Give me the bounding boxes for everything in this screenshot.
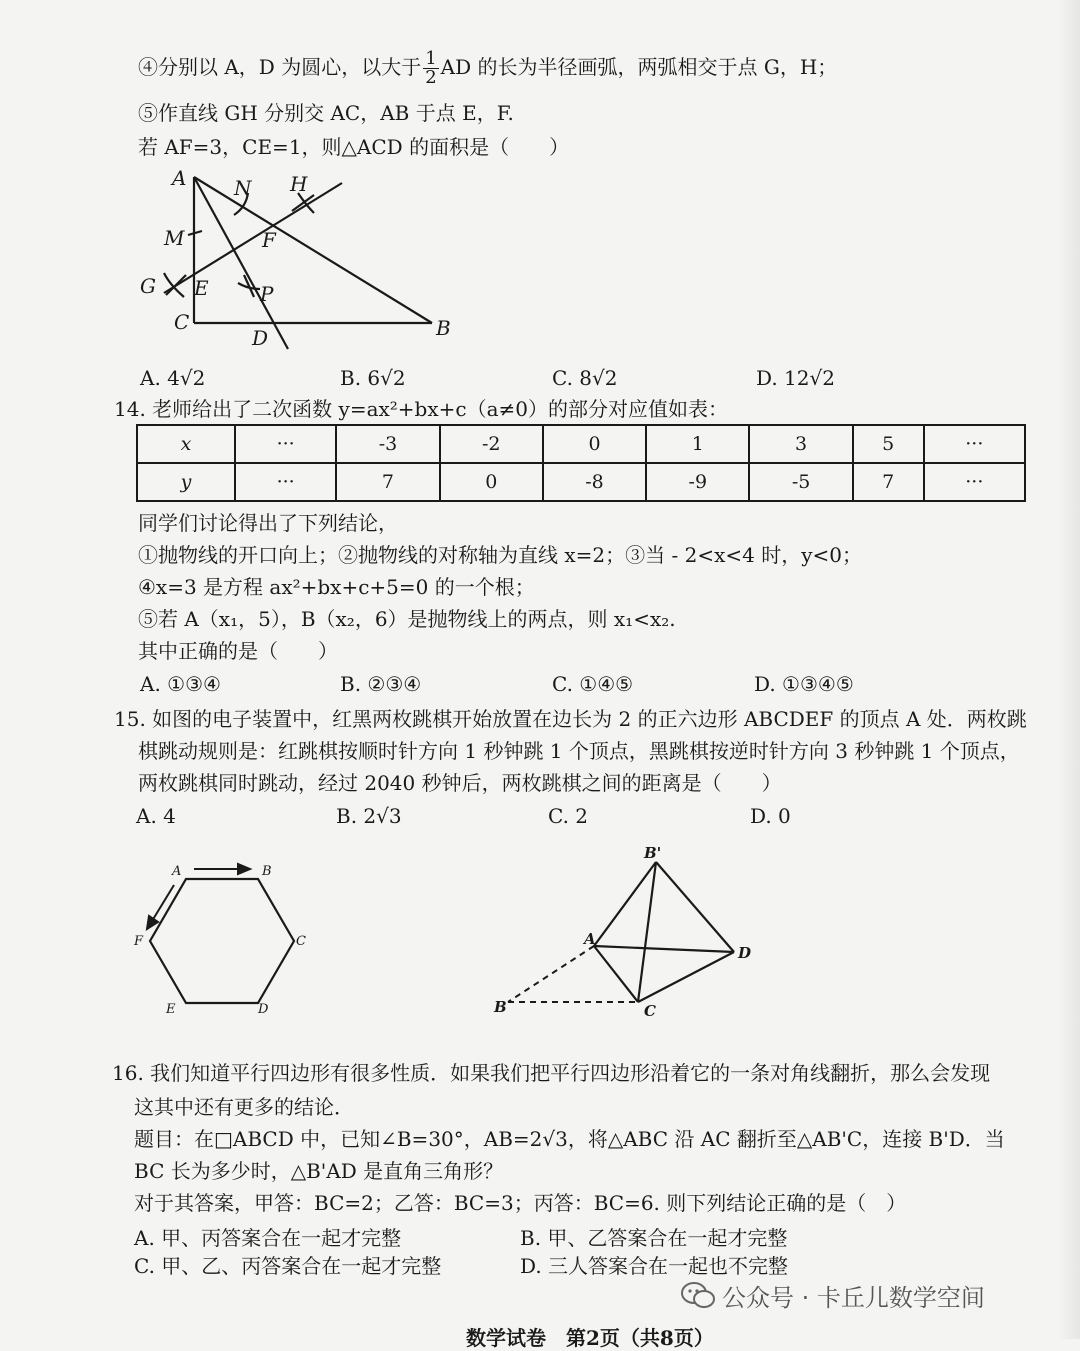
fig13-label-g: G (140, 274, 156, 298)
table-row-x (137, 425, 1025, 463)
q15-line-3: 两枚跳棋同时跳动，经过 2040 秒钟后，两枚跳棋之间的距离是（ ） (138, 771, 782, 795)
q16-option-c[interactable]: C. 甲、乙、丙答案合在一起才完整 (134, 1254, 442, 1278)
q13-figure (130, 165, 470, 365)
table-cell: 7 (853, 463, 924, 501)
q16-line-4: BC 长为多少时，△B'AD 是直角三角形？ (134, 1159, 504, 1183)
fold-label-b-prime: B' (644, 844, 662, 862)
q14-conclusion-1: ①抛物线的开口向上；②抛物线的对称轴为直线 x=2；③当 - 2<x<4 时，y<0； (138, 543, 862, 567)
q14-stem: 14. 老师给出了二次函数 y=ax²+bx+c（a≠0）的部分对应值如表： (114, 397, 729, 421)
q15-line-1: 15. 如图的电子装置中，红黑两枚跳棋开始放置在边长为 2 的正六边形 ABCDEF 的顶点 A 处．两枚跳 (114, 707, 1027, 731)
q13-option-d[interactable]: D. 12√2 (756, 366, 835, 390)
q16-line-3: 题目：在□ABCD 中，已知∠B=30°，AB=2√3，将△ABC 沿 AC 翻折至△AB'C，连接 B'D．当 (134, 1127, 1005, 1151)
segment-ab (194, 177, 432, 323)
hexagon-figure (130, 855, 320, 1025)
q13-option-a[interactable]: A. 4√2 (140, 366, 206, 390)
table-cell: -8 (543, 463, 646, 501)
table-cell: 7 (336, 463, 439, 501)
fold-label-d: D (738, 944, 752, 962)
q14-option-d[interactable]: D. ①③④⑤ (754, 672, 854, 696)
q14-intro: 同学们讨论得出了下列结论， (138, 511, 398, 535)
arc-g (164, 273, 186, 297)
q15-option-d[interactable]: D. 0 (750, 804, 791, 828)
segment-b-prime-d (656, 862, 734, 952)
q14-option-c[interactable]: C. ①④⑤ (552, 672, 634, 696)
q15-option-a[interactable]: A. 4 (136, 804, 176, 828)
table-cell: ··· (235, 425, 336, 463)
fraction-half: $\frac{1}{2}$ (425, 48, 437, 88)
hex-label-e: E (166, 1002, 176, 1017)
fold-label-a: A (584, 930, 596, 948)
q16-line-2: 这其中还有更多的结论． (134, 1095, 354, 1119)
counterclockwise-arrowhead (147, 916, 158, 929)
q15-option-c[interactable]: C. 2 (548, 804, 589, 828)
q13-question: 若 AF=3，CE=1，则△ACD 的面积是（ ） (138, 135, 570, 159)
fold-label-c: C (644, 1002, 656, 1020)
segment-ad (594, 946, 734, 952)
segment-ac (594, 946, 638, 1002)
table-cell: 0 (543, 425, 646, 463)
q14-value-table (136, 424, 1026, 502)
q16-option-b[interactable]: B. 甲、乙答案合在一起才完整 (520, 1226, 788, 1250)
counterclockwise-arrow (152, 885, 174, 921)
q14-option-a[interactable]: A. ①③④ (140, 672, 221, 696)
table-cell: 1 (646, 425, 749, 463)
line-gh (164, 183, 342, 293)
table-cell: 0 (440, 463, 543, 501)
fig13-label-b: B (436, 316, 451, 340)
table-cell: -9 (646, 463, 749, 501)
fold-label-b: B (494, 998, 507, 1016)
hex-label-c: C (296, 934, 306, 949)
q14-option-b[interactable]: B. ②③④ (340, 672, 422, 696)
table-cell: 3 (749, 425, 852, 463)
table-cell: -5 (749, 463, 852, 501)
watermark-text: 公众号 · 卡丘儿数学空间 (722, 1284, 985, 1312)
table-cell: 5 (853, 425, 924, 463)
dashed-segment-ab (508, 946, 594, 1002)
fig13-label-n: N (234, 176, 252, 200)
fig13-label-p: P (260, 282, 274, 306)
fig13-label-h: H (290, 172, 308, 196)
table-cell: -3 (336, 425, 439, 463)
q14-conclusion-3: ⑤若 A（x₁，5），B（x₂，6）是抛物线上的两点，则 x₁<x₂. (138, 607, 676, 631)
hex-label-f: F (134, 934, 144, 949)
table-cell: ··· (235, 463, 336, 501)
table-cell: ··· (924, 425, 1025, 463)
fold-figure (490, 840, 760, 1025)
hexagon-abcdef (150, 879, 294, 1003)
page-edge-shadow (1058, 0, 1080, 1339)
fig13-label-e: E (194, 276, 209, 300)
fig13-label-f: F (262, 228, 276, 252)
q13-option-b[interactable]: B. 6√2 (340, 366, 406, 390)
hex-label-d: D (258, 1002, 269, 1017)
table-header-y: y (137, 463, 235, 501)
q14-ask: 其中正确的是（ ） (138, 639, 338, 663)
hex-label-a: A (172, 864, 182, 879)
q13-step5: ⑤作直线 GH 分别交 AC，AB 于点 E，F. (138, 101, 514, 125)
wechat-icon (680, 1280, 716, 1310)
fig13-label-c: C (174, 310, 190, 334)
q16-line-5: 对于其答案，甲答：BC=2；乙答：BC=3；丙答：BC=6. 则下列结论正确的是（ ） (134, 1191, 907, 1215)
hex-label-b: B (262, 864, 272, 879)
q16-option-a[interactable]: A. 甲、丙答案合在一起才完整 (134, 1226, 402, 1250)
q16-line-1: 16. 我们知道平行四边形有很多性质．如果我们把平行四边形沿着它的一条对角线翻折，那么会发现 (112, 1061, 991, 1085)
table-cell: ··· (924, 463, 1025, 501)
q13-option-c[interactable]: C. 8√2 (552, 366, 618, 390)
table-cell: -2 (440, 425, 543, 463)
segment-cd (638, 952, 734, 1002)
q16-option-d[interactable]: D. 三人答案合在一起也不完整 (520, 1254, 789, 1278)
fig13-label-m: M (164, 226, 185, 250)
q14-conclusion-2: ④x=3 是方程 ax²+bx+c+5=0 的一个根； (138, 575, 535, 599)
table-header-x: x (137, 425, 235, 463)
q15-line-2: 棋跳动规则是：红跳棋按顺时针方向 1 秒钟跳 1 个顶点，黑跳棋按逆时针方向 3 秒钟跳 1 个顶点， (138, 739, 1020, 763)
q15-option-b[interactable]: B. 2√3 (336, 804, 402, 828)
table-row-y (137, 463, 1025, 501)
fig13-label-d: D (252, 326, 269, 350)
q13-step4: ④分别以 A，D 为圆心，以大于 $\frac{1}{2}$ AD 的长为半径画弧，两弧相交于点 G，H； (138, 48, 838, 88)
fig13-label-a: A (172, 166, 187, 190)
page-footer: 数学试卷 第2页（共8页） (466, 1326, 714, 1350)
clockwise-arrowhead (238, 864, 250, 874)
